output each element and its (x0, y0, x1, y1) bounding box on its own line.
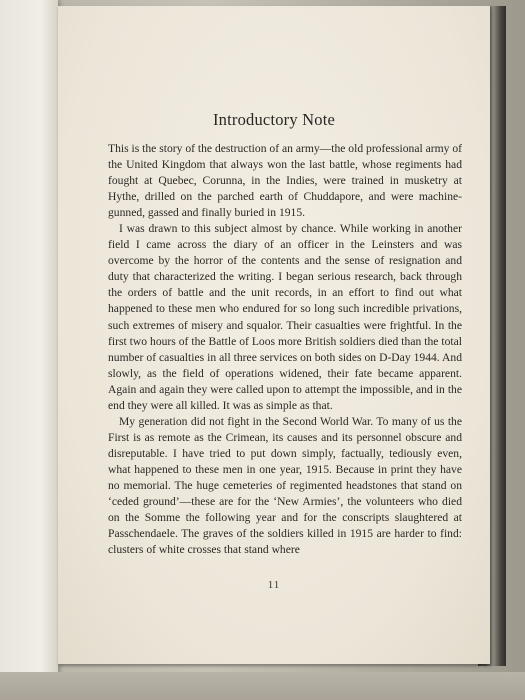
paragraph-1: This is the story of the destruction of an army—the old professional army of the United Kingdom that always won the last battle, whose regiments had fought at Quebec, Corunna, in the Indies, were trained in musketry at Hythe, drilled on the parched earth of Chuddapore, and were machine-gunned, gassed and finally buried in 1915. (108, 142, 462, 220)
chapter-title: Introductory Note (212, 110, 336, 129)
paragraph-2: I was drawn to this subject almost by chance. While working in another field I came across the diary of an officer in the Leinsters and was overcome by the horror of the contents and the sense of resignation and duty that characterized the writing. I began serious research, back through the orders of battle and the unit records, in an effort to find out what happened to these men who endured for so long such incredible privations, such extremes of misery and squalor. Their casualties were frightful. In the first two hours of the Battle of Loos more British soldiers died than the total number of casualties in all three services on both sides on D-Day 1944. And slowly, as the field of operations widened, their fate became apparent. Again and again they were called upon to attempt the impossible, and in the end they were all killed. It was as simple as that. (108, 222, 462, 412)
paragraph-3: My generation did not fight in the Second World War. To many of us the First is as remote as the Crimean, its causes and its personnel obscure and disreputable. I have tried to put down simply, factually, tediously even, what happened to these men in one year, 1915. Because in print they have no memorial. The huge cemeteries of regimented headstones that stand on ‘ceded ground’—these are for the ‘New Armies’, the volunteers who died on the Somme the following year and for the conscripts slaughtered at Passchendaele. The graves of the soldiers killed in 1915 are harder to find: clusters of white crosses that stand where (108, 414, 462, 557)
table-surface-bottom (0, 672, 525, 700)
body-text (108, 141, 462, 558)
page-number: 11 (267, 579, 281, 591)
facing-page-edge (0, 0, 58, 700)
book-page (58, 6, 490, 664)
